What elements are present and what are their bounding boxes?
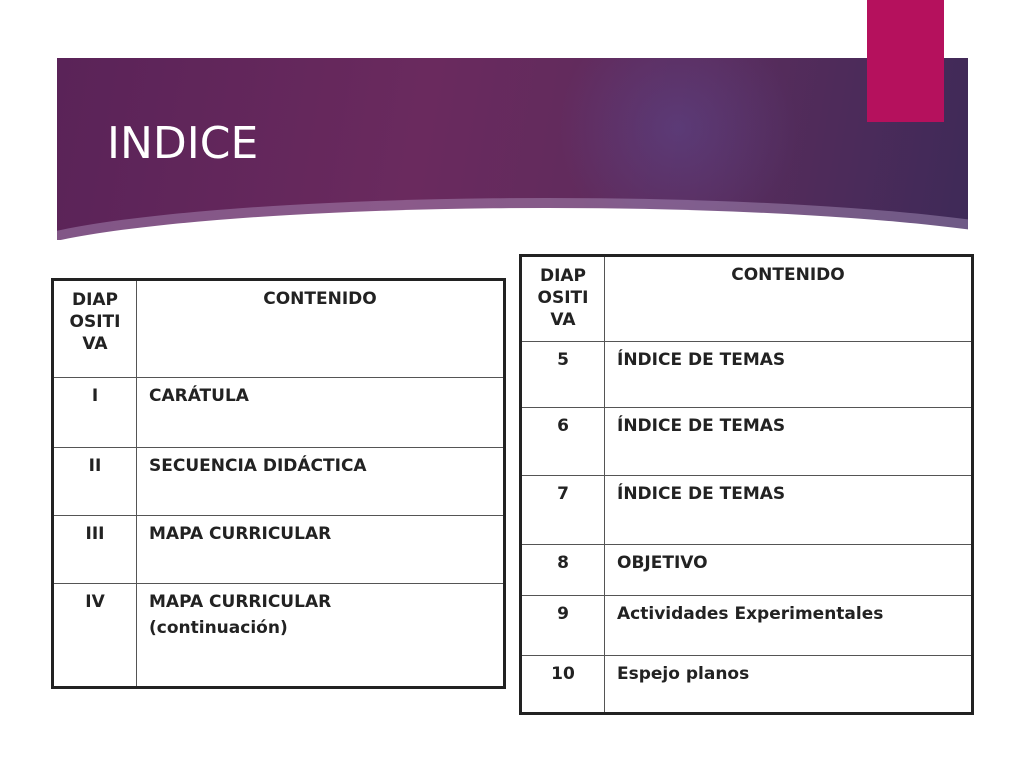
header-diapositiva-label: DIAP OSITI VA [69, 290, 121, 355]
row-content-continuation: (continuación) [149, 618, 288, 638]
index-table-right [519, 254, 974, 715]
row-content: MAPA CURRICULAR [149, 592, 332, 612]
row-content: OBJETIVO [605, 545, 973, 596]
row-content: Actividades Experimentales [605, 596, 973, 656]
row-content: ÍNDICE DE TEMAS [605, 408, 973, 476]
row-content-cell [137, 584, 505, 688]
row-num: IV [53, 584, 137, 688]
header-contenido: CONTENIDO [137, 280, 505, 378]
header-diapositiva-label: DIAP OSITI VA [537, 266, 589, 331]
row-content: ÍNDICE DE TEMAS [605, 342, 973, 408]
row-num: 8 [521, 545, 605, 596]
header-diapositiva [53, 280, 137, 378]
row-content: ÍNDICE DE TEMAS [605, 476, 973, 545]
row-content: CARÁTULA [137, 378, 505, 448]
row-num: 10 [521, 656, 605, 714]
row-num: II [53, 448, 137, 516]
row-content: MAPA CURRICULAR [137, 516, 505, 584]
slide-title: INDICE [107, 118, 259, 169]
header-diapositiva [521, 256, 605, 342]
row-content: Espejo planos [605, 656, 973, 714]
row-num: III [53, 516, 137, 584]
row-num: 7 [521, 476, 605, 545]
index-table-left [51, 278, 506, 689]
row-content: SECUENCIA DIDÁCTICA [137, 448, 505, 516]
row-num: 6 [521, 408, 605, 476]
accent-tab [867, 0, 944, 122]
row-num: I [53, 378, 137, 448]
row-num: 5 [521, 342, 605, 408]
header-contenido: CONTENIDO [605, 256, 973, 342]
row-num: 9 [521, 596, 605, 656]
